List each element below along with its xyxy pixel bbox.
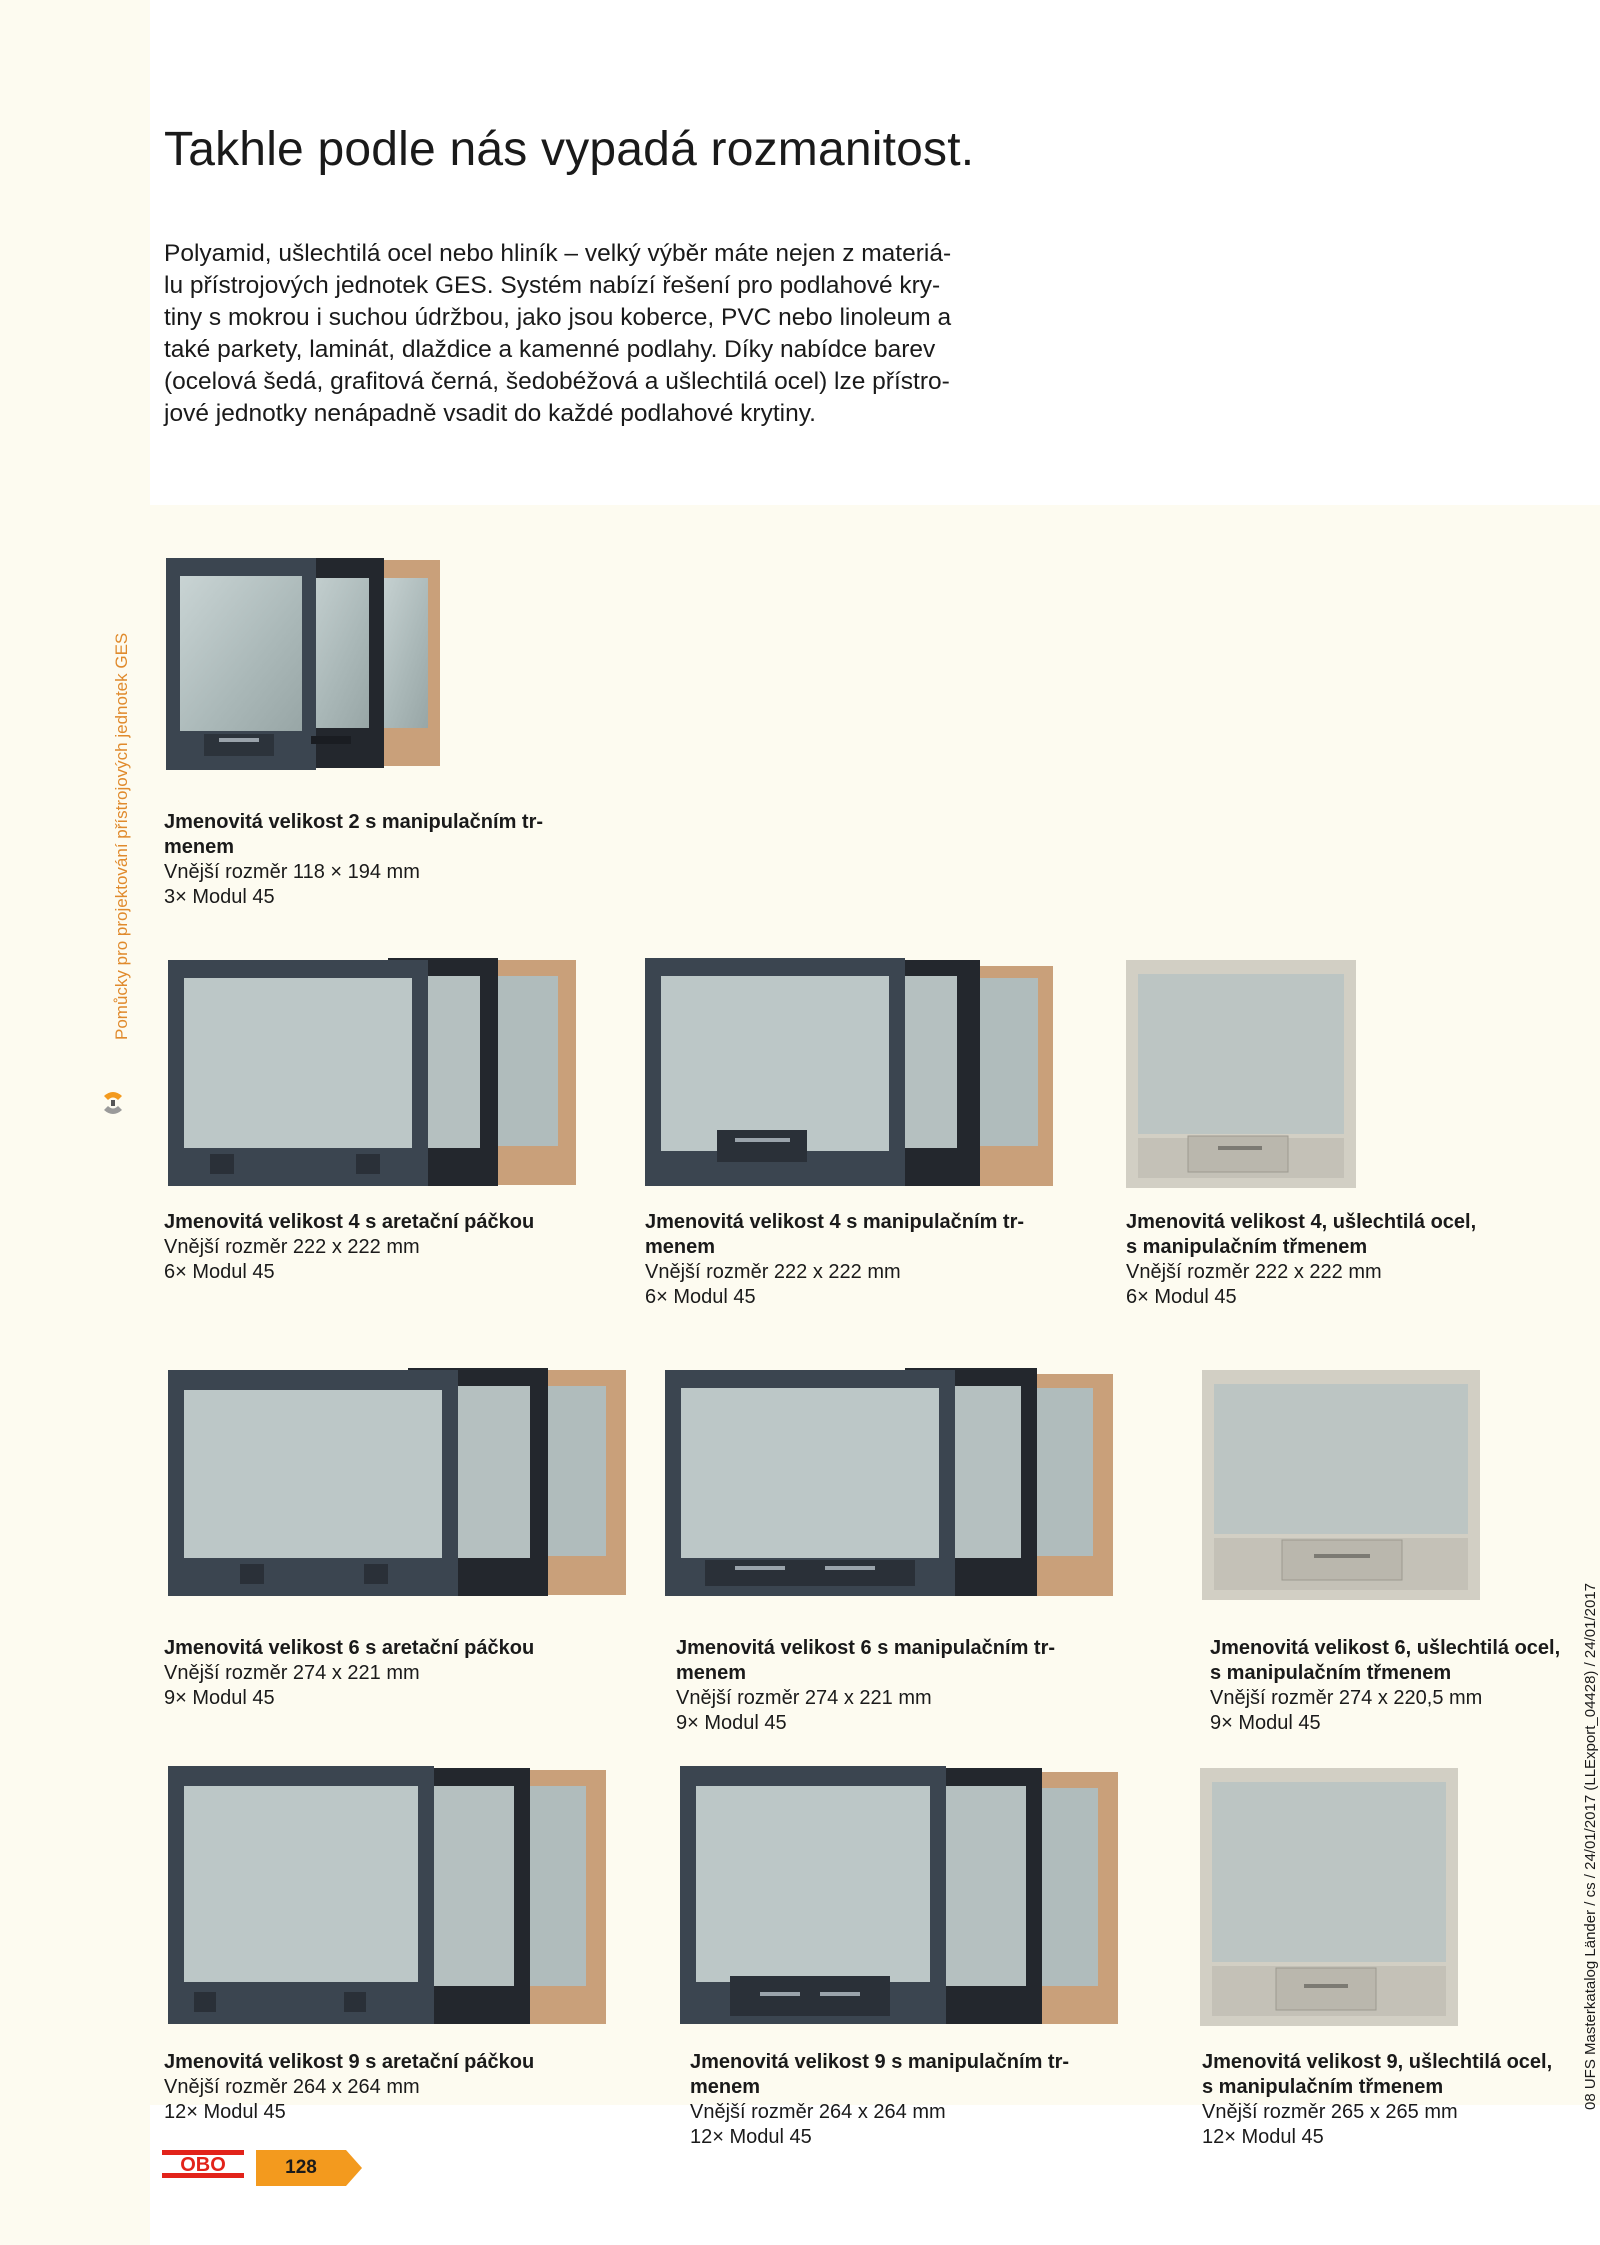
- product-size: Vnější rozměr 264 x 264 mm: [164, 2076, 420, 2098]
- product-size: Vnější rozměr 222 x 222 mm: [645, 1261, 901, 1283]
- intro-line: lu přístrojových jednotek GES. Systém nabízí řešení pro podlahové kry-: [164, 272, 941, 299]
- product-name-cont: menem: [690, 2076, 761, 2098]
- product-caption-size2: [164, 810, 543, 910]
- product-size: Vnější rozměr 118 × 194 mm: [164, 861, 420, 883]
- intro-paragraph: [164, 238, 1024, 430]
- product-name-cont: menem: [645, 1236, 716, 1258]
- product-modules: 9× Modul 45: [676, 1712, 787, 1734]
- product-size: Vnější rozměr 265 x 265 mm: [1202, 2101, 1458, 2123]
- intro-line: jové jednotky nenápadně vsadit do každé podlahové krytiny.: [164, 400, 816, 427]
- product-modules: 6× Modul 45: [1126, 1286, 1237, 1308]
- intro-line: tiny s mokrou i suchou údržbou, jako jsou koberce, PVC nebo linoleum a: [164, 304, 952, 331]
- product-name: Jmenovitá velikost 6 s aretační páčkou: [164, 1637, 535, 1659]
- product-caption-size4-stainless: [1126, 1210, 1476, 1310]
- product-caption-size9-stainless: [1202, 2050, 1552, 2150]
- page-title: Takhle podle nás vypadá rozmanitost.: [164, 123, 975, 176]
- product-name: Jmenovitá velikost 9 s manipulačním tr-: [690, 2051, 1070, 2073]
- product-modules: 3× Modul 45: [164, 886, 275, 908]
- obo-logo: [162, 2150, 244, 2178]
- intro-line: také parkety, laminát, dlaždice a kamenné podlahy. Díky nabídce barev: [164, 336, 936, 363]
- product-caption-size9-lever: [164, 2050, 534, 2125]
- obo-side-logo-icon: [100, 1088, 126, 1122]
- product-name: Jmenovitá velikost 2 s manipulačním tr-: [164, 811, 544, 833]
- page-number: 128: [285, 2157, 317, 2178]
- product-image-size6-lever: [168, 1368, 628, 1598]
- product-image-size4-stainless: [1126, 960, 1356, 1190]
- product-caption-size4-lever: [164, 1210, 534, 1285]
- product-name: Jmenovitá velikost 4 s manipulačním tr-: [645, 1211, 1025, 1233]
- product-name-cont: menem: [676, 1662, 747, 1684]
- product-caption-size4-handle: [645, 1210, 1024, 1310]
- product-size: Vnější rozměr 222 x 222 mm: [1126, 1261, 1382, 1283]
- intro-line: Polyamid, ušlechtilá ocel nebo hliník – velký výběr máte nejen z materiá-: [164, 240, 952, 267]
- side-section-label: Pomůcky pro projektování přístrojových jednotek GES: [112, 632, 131, 1040]
- product-size: Vnější rozměr 274 x 221 mm: [676, 1687, 932, 1709]
- product-image-size2: [164, 556, 444, 771]
- product-modules: 12× Modul 45: [1202, 2126, 1324, 2148]
- product-caption-size6-handle: [676, 1636, 1055, 1736]
- product-image-size9-stainless: [1200, 1768, 1460, 2028]
- product-image-size6-handle: [665, 1368, 1115, 1598]
- intro-line: (ocelová šedá, grafitová černá, šedobéžová a ušlechtilá ocel) lze přístro-: [164, 368, 950, 395]
- product-name: Jmenovitá velikost 9 s aretační páčkou: [164, 2051, 535, 2073]
- product-image-size4-lever: [168, 958, 578, 1188]
- product-name-cont: s manipulačním třmenem: [1202, 2076, 1444, 2098]
- product-name-cont: s manipulačním třmenem: [1126, 1236, 1368, 1258]
- product-caption-size6-stainless: [1210, 1636, 1560, 1736]
- product-name: Jmenovitá velikost 4 s aretační páčkou: [164, 1211, 535, 1233]
- product-caption-size6-lever: [164, 1636, 534, 1711]
- left-margin-strip: [0, 0, 150, 2245]
- product-modules: 6× Modul 45: [164, 1261, 275, 1283]
- product-size: Vnější rozměr 264 x 264 mm: [690, 2101, 946, 2123]
- product-name-cont: menem: [164, 836, 235, 858]
- product-image-size6-stainless: [1202, 1370, 1482, 1602]
- catalog-reference: 08 UFS Masterkatalog Länder / cs / 24/01/2017 (LLExport_04428) / 24/01/2017: [1582, 1582, 1599, 2110]
- product-image-size9-handle: [680, 1766, 1120, 2026]
- product-name: Jmenovitá velikost 6 s manipulačním tr-: [676, 1637, 1056, 1659]
- product-modules: 12× Modul 45: [690, 2126, 812, 2148]
- product-size: Vnější rozměr 274 x 220,5 mm: [1210, 1687, 1483, 1709]
- product-modules: 12× Modul 45: [164, 2101, 286, 2123]
- product-name: Jmenovitá velikost 9, ušlechtilá ocel,: [1202, 2051, 1553, 2073]
- product-image-size9-lever: [168, 1766, 608, 2026]
- product-modules: 6× Modul 45: [645, 1286, 756, 1308]
- obo-logo-text: OBO: [180, 2154, 226, 2176]
- product-size: Vnější rozměr 222 x 222 mm: [164, 1236, 420, 1258]
- product-name: Jmenovitá velikost 4, ušlechtilá ocel,: [1126, 1211, 1477, 1233]
- product-modules: 9× Modul 45: [1210, 1712, 1321, 1734]
- product-size: Vnější rozměr 274 x 221 mm: [164, 1662, 420, 1684]
- product-modules: 9× Modul 45: [164, 1687, 275, 1709]
- product-name: Jmenovitá velikost 6, ušlechtilá ocel,: [1210, 1637, 1561, 1659]
- product-image-size4-handle: [645, 958, 1055, 1188]
- product-name-cont: s manipulačním třmenem: [1210, 1662, 1452, 1684]
- product-caption-size9-handle: [690, 2050, 1069, 2150]
